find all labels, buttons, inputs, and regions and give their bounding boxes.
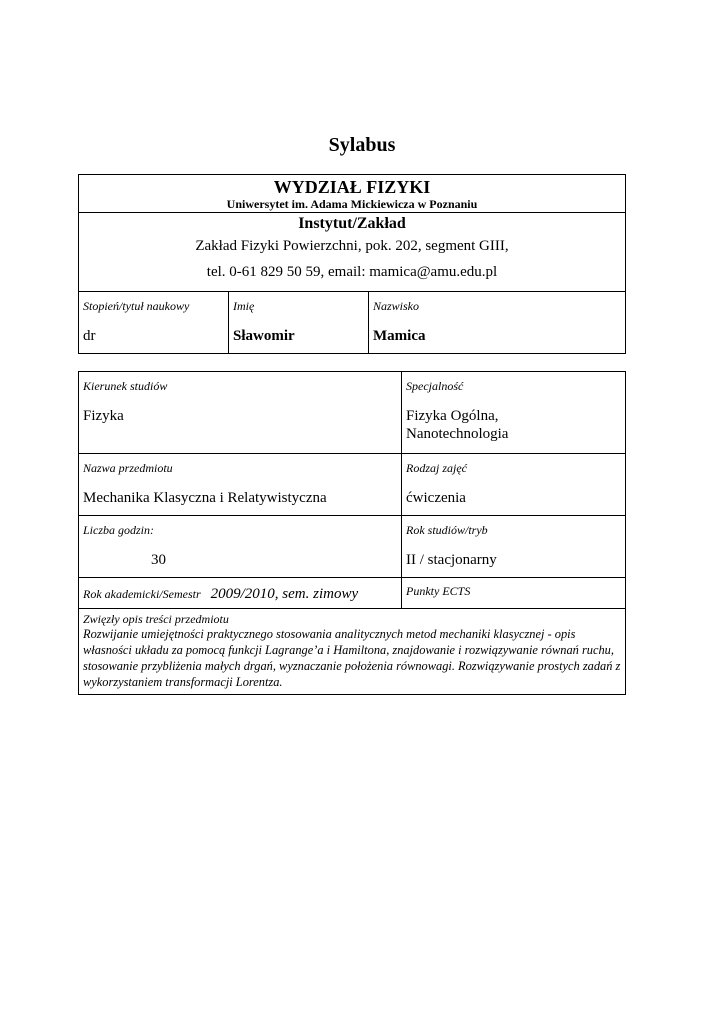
faculty-name: WYDZIAŁ FIZYKI bbox=[273, 177, 431, 197]
specialty-value-1: Fizyka Ogólna, bbox=[406, 408, 499, 424]
first-name-value: Sławomir bbox=[233, 328, 295, 344]
academic-year-cell bbox=[79, 578, 402, 609]
hours-label: Liczba godzin: bbox=[83, 523, 155, 537]
specialty-label: Specjalność bbox=[406, 379, 464, 393]
header-table bbox=[78, 174, 626, 354]
field-value: Fizyka bbox=[83, 408, 124, 424]
class-type-label: Rodzaj zajęć bbox=[406, 461, 467, 475]
institute-label: Instytut/Zakład bbox=[298, 215, 406, 232]
degree-cell bbox=[79, 292, 229, 354]
field-cell bbox=[79, 372, 402, 454]
university-name: Uniwersytet im. Adama Mickiewicza w Poznaniu bbox=[226, 197, 478, 211]
academic-year-label: Rok akademicki/Semestr bbox=[83, 587, 201, 601]
class-type-value: ćwiczenia bbox=[406, 490, 466, 506]
address-line-2: tel. 0-61 829 50 59, email: mamica@amu.edu.pl bbox=[206, 264, 498, 280]
last-name-cell bbox=[369, 292, 626, 354]
subject-label: Nazwa przedmiotu bbox=[83, 461, 173, 475]
document-title: Sylabus bbox=[328, 134, 396, 156]
specialty-cell bbox=[402, 372, 626, 454]
first-name-label: Imię bbox=[233, 299, 255, 313]
institute-cell bbox=[79, 213, 626, 292]
hours-value: 30 bbox=[151, 552, 166, 568]
specialty-value-2: Nanotechnologia bbox=[406, 426, 509, 442]
last-name-label: Nazwisko bbox=[373, 299, 420, 313]
year-mode-cell bbox=[402, 516, 626, 578]
description-cell bbox=[79, 609, 626, 695]
description-label: Zwięzły opis treści przedmiotu bbox=[83, 612, 229, 626]
subject-cell bbox=[79, 454, 402, 516]
class-type-cell bbox=[402, 454, 626, 516]
field-label: Kierunek studiów bbox=[83, 379, 168, 393]
ects-cell bbox=[402, 578, 626, 609]
description-text: Rozwijanie umiejętności praktycznego stosowania analitycznych metod mechaniki klasycznej - opis własności układu za pomocą funkcji Lagrange’a i Hamiltona, znajdowanie i rozwiązywanie równań ruchu, stosowanie przybliżenia małych drgań, wyznaczanie położenia równowagi. Rozwiązywanie prostych zadań z wykorzystaniem transformacji Lorentza. bbox=[83, 627, 621, 689]
first-name-cell bbox=[229, 292, 369, 354]
address-line-1: Zakład Fizyki Powierzchni, pok. 202, segment GIII, bbox=[195, 238, 509, 254]
hours-cell bbox=[79, 516, 402, 578]
ects-label: Punkty ECTS bbox=[406, 584, 471, 598]
year-mode-label: Rok studiów/tryb bbox=[406, 523, 488, 537]
year-mode-value: II / stacjonarny bbox=[406, 552, 497, 568]
course-table bbox=[78, 371, 626, 695]
faculty-cell bbox=[79, 175, 626, 213]
subject-value: Mechanika Klasyczna i Relatywistyczna bbox=[83, 490, 327, 506]
degree-value: dr bbox=[83, 328, 96, 344]
degree-label: Stopień/tytuł naukowy bbox=[83, 299, 190, 313]
academic-year-value: 2009/2010, sem. zimowy bbox=[210, 586, 359, 602]
last-name-value: Mamica bbox=[373, 328, 426, 344]
